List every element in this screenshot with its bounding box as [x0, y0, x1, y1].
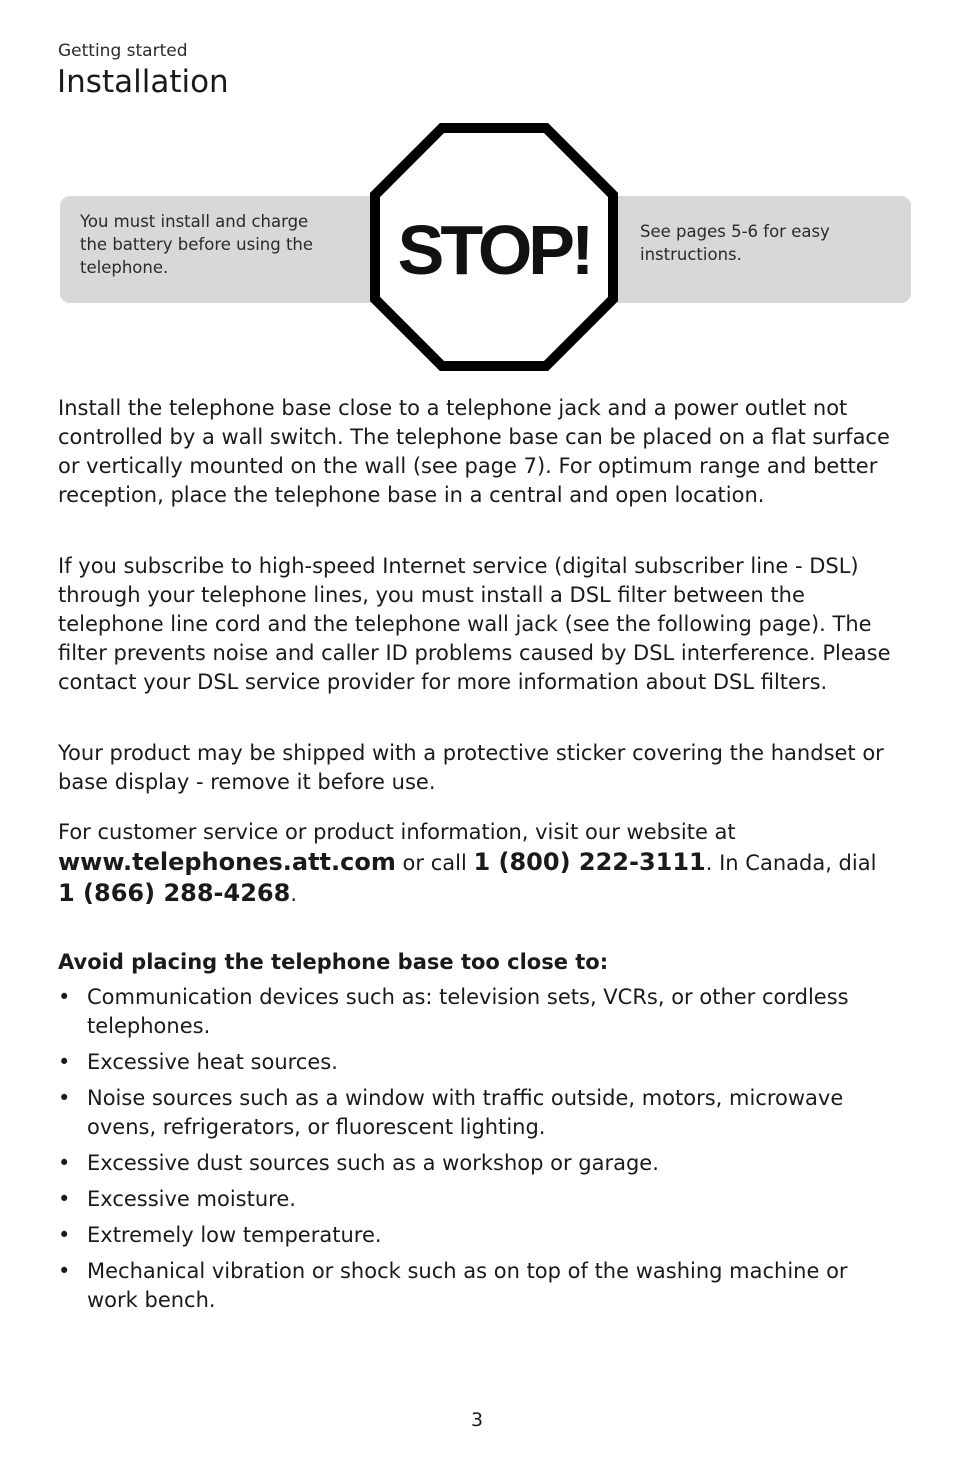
- list-item-text: Noise sources such as a window with traffic outside, motors, microwave ovens, refrigerators, or fluorescent lighting.: [87, 1086, 844, 1139]
- bullet-dot: •: [58, 1259, 71, 1283]
- bullet-dot: •: [58, 1086, 71, 1110]
- list-item: [58, 1149, 888, 1178]
- paragraph-customer-service: [58, 817, 918, 909]
- list-item-text: Excessive moisture.: [87, 1187, 296, 1211]
- avoid-heading: Avoid placing the telephone base too close to:: [58, 950, 609, 974]
- stop-word: STOP!: [397, 211, 591, 289]
- list-item-text: Mechanical vibration or shock such as on top of the washing machine or work bench.: [87, 1259, 848, 1312]
- phone-us: 1 (800) 222-3111: [473, 848, 706, 876]
- bullet-dot: •: [58, 1050, 71, 1074]
- website-link[interactable]: www.telephones.att.com: [58, 848, 396, 876]
- callout-right-text: See pages 5-6 for easy instructions.: [640, 222, 830, 264]
- avoid-list: [58, 983, 888, 1322]
- list-item-text: Extremely low temperature.: [87, 1223, 382, 1247]
- list-item-text: Communication devices such as: television sets, VCRs, or other cordless telephones.: [87, 985, 849, 1038]
- section-label: Getting started: [58, 41, 188, 61]
- paragraph-dsl: If you subscribe to high-speed Internet service (digital subscriber line - DSL) through your telephone lines, you must install a DSL filter between the telephone line cord and the telephone wall jack (see the following page). The filter prevents noise and caller ID problems caused by DSL interference. Please contact your DSL service provider for more information about DSL filters.: [58, 554, 891, 694]
- list-item: [58, 1185, 888, 1214]
- customer-service-intro: For customer service or product information, visit our website at: [58, 820, 736, 844]
- list-item: [58, 1257, 888, 1315]
- list-item: [58, 983, 888, 1041]
- list-item: [58, 1221, 888, 1250]
- list-item: [58, 1048, 888, 1077]
- end-period: .: [290, 882, 297, 906]
- paragraph-sticker: Your product may be shipped with a protective sticker covering the handset or base display - remove it before use.: [58, 741, 884, 794]
- bullet-dot: •: [58, 1151, 71, 1175]
- list-item: [58, 1084, 888, 1142]
- phone-canada: 1 (866) 288-4268: [58, 879, 291, 907]
- or-call-text: or call: [395, 851, 474, 875]
- list-item-text: Excessive heat sources.: [87, 1050, 338, 1074]
- page-number: 3: [470, 1409, 484, 1431]
- bullet-dot: •: [58, 1223, 71, 1247]
- list-item-text: Excessive dust sources such as a workshop or garage.: [87, 1151, 659, 1175]
- page-title: Installation: [57, 64, 229, 100]
- bullet-dot: •: [58, 1187, 71, 1211]
- bullet-dot: •: [58, 985, 71, 1009]
- paragraph-placement: Install the telephone base close to a telephone jack and a power outlet not controlled by a wall switch. The telephone base can be placed on a flat surface or vertically mounted on the wall (see page 7). For optimum range and better reception, place the telephone base in a central and open location.: [58, 396, 890, 507]
- canada-text: . In Canada, dial: [705, 851, 877, 875]
- callout-left-text: You must install and charge the battery before using the telephone.: [80, 212, 314, 277]
